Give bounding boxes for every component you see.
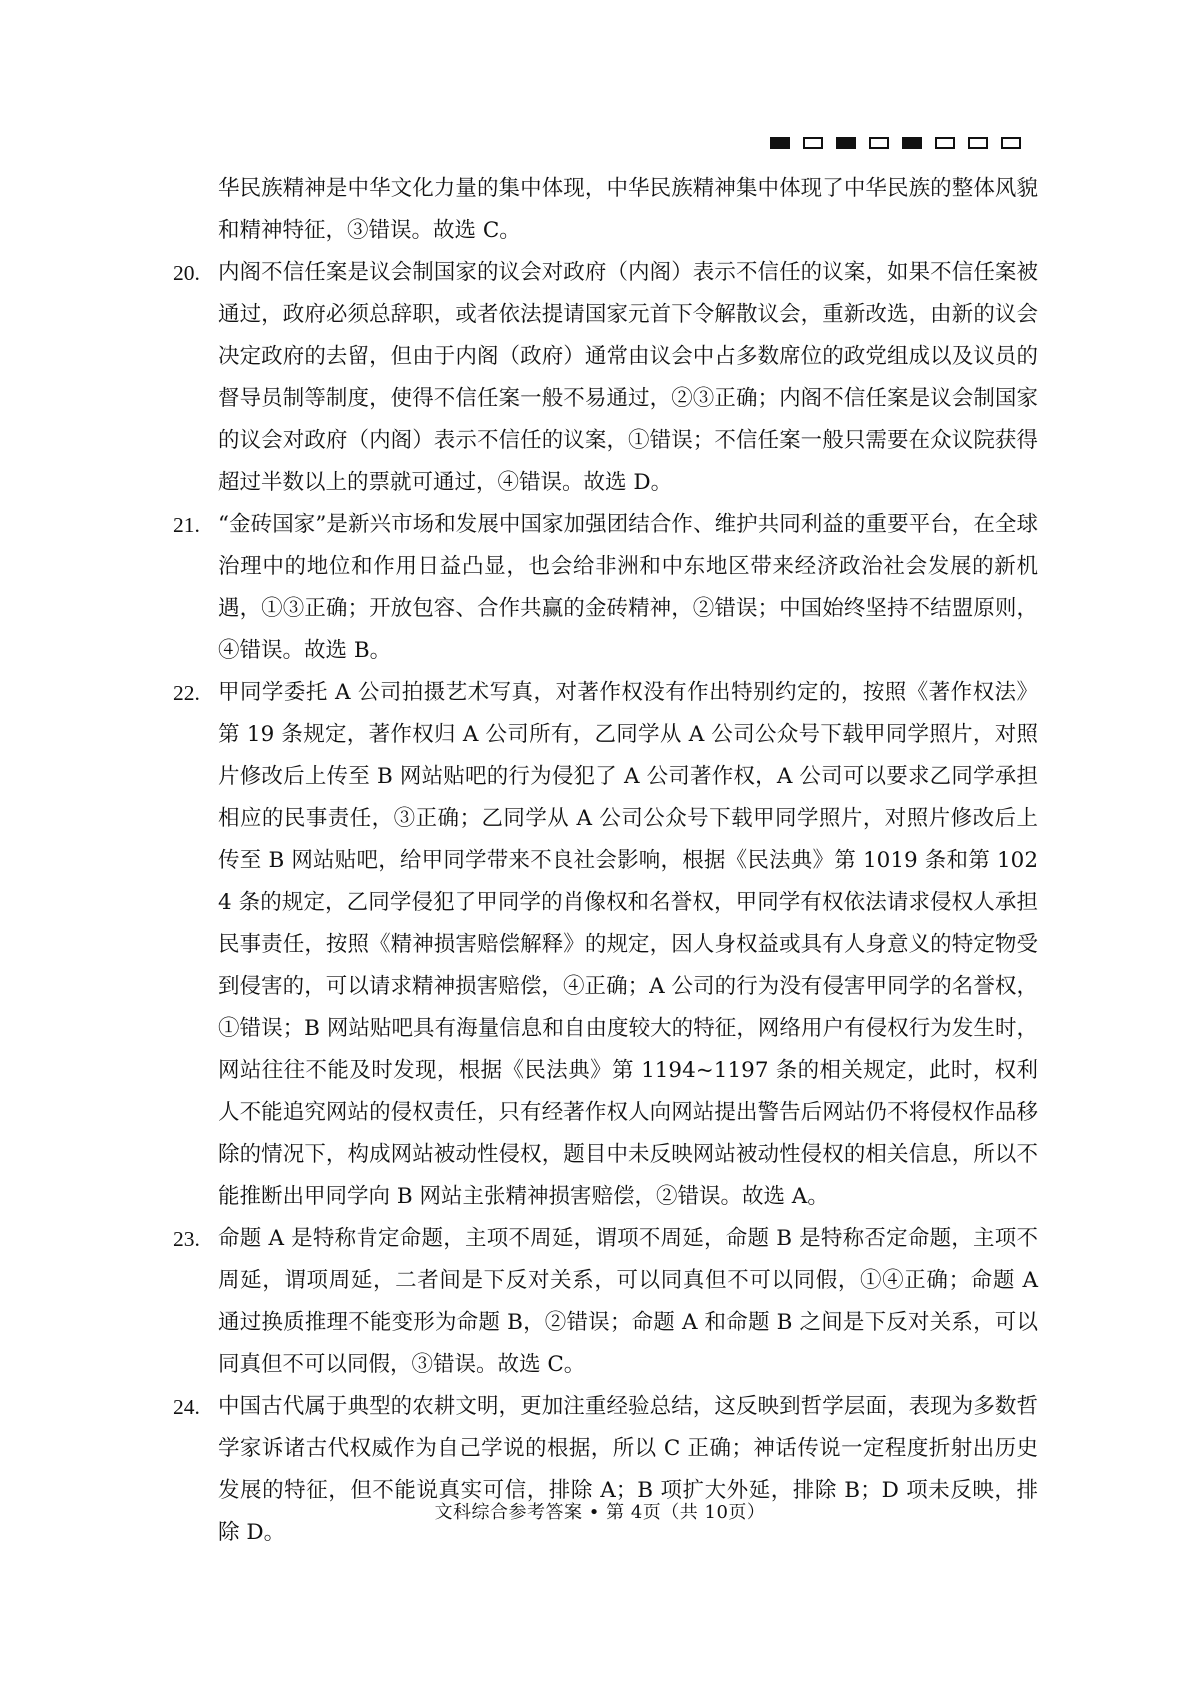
answer-number: 22. — [173, 681, 200, 705]
marker-square — [770, 137, 790, 149]
answer-item-23 — [173, 1218, 1038, 1386]
answer-item-20 — [173, 252, 1038, 504]
answer-item-22 — [173, 672, 1038, 1218]
marker-square — [803, 137, 823, 149]
page-marker-squares — [770, 137, 1021, 149]
answer-number: 21. — [173, 513, 200, 537]
answer-number: 24. — [173, 1395, 200, 1419]
marker-square — [902, 137, 922, 149]
page-footer: 文科综合参考答案 • 第 4页（共 10页） — [434, 1502, 766, 1523]
answer-list — [173, 168, 1038, 1554]
marker-square — [836, 137, 856, 149]
answer-text: 内阁不信任案是议会制国家的议会对政府（内阁）表示不信任的议案，如果不信任案被通过，政府必须总辞职，或者依法提请国家元首下令解散议会，重新改选，由新的议会决定政府的去留，但由于内阁（政府）通常由议会中占多数席位的政党组成以及议员的督导员制等制度，使得不信任案一般不易通过，②③正确；内阁不信任案是议会制国家的议会对政府（内阁）表示不信任的议案，①错误；不信任案一般只需要在众议院获得超过半数以上的票就可通过，④错误。故选 D。 — [218, 260, 1038, 495]
answer-number: 20. — [173, 261, 200, 285]
marker-square — [935, 137, 955, 149]
marker-square — [869, 137, 889, 149]
answer-text: 华民族精神是中华文化力量的集中体现，中华民族精神集中体现了中华民族的整体风貌和精神特征，③错误。故选 C。 — [218, 176, 1038, 243]
answer-text: 甲同学委托 A 公司拍摄艺术写真，对著作权没有作出特别约定的，按照《著作权法》第 19 条规定，著作权归 A 公司所有，乙同学从 A 公司公众号下载甲同学照片，对照片修改后上传至 B 网站贴吧的行为侵犯了 A 公司著作权，A 公司可以要求乙同学承担相应的民事责任，③正确；乙同学从 A 公司公众号下载甲同学照片，对照片修改后上传至 B 网站贴吧，给甲同学带来不良社会影响，根据《民法典》第 1019 条和第 1024 条的规定，乙同学侵犯了甲同学的肖像权和名誉权，甲同学有权依法请求侵权人承担民事责任，按照《精神损害赔偿解释》的规定，因人身权益或具有人身意义的特定物受到侵害的，可以请求精神损害赔偿，④正确；A 公司的行为没有侵害甲同学的名誉权，①错误；B 网站贴吧具有海量信息和自由度较大的特征，网络用户有侵权行为发生时，网站往往不能及时发现，根据《民法典》第 1194~1197 条的相关规定，此时，权利人不能追究网站的侵权责任，只有经著作权人向网站提出警告后网站仍不将侵权作品移除的情况下，构成网站被动性侵权，题目中未反映网站被动性侵权的相关信息，所以不能推断出甲同学向 B 网站主张精神损害赔偿，②错误。故选 A。 — [218, 680, 1038, 1209]
answer-item-24 — [173, 1386, 1038, 1554]
answer-text: “金砖国家”是新兴市场和发展中国家加强团结合作、维护共同利益的重要平台，在全球治理中的地位和作用日益凸显，也会给非洲和中东地区带来经济政治社会发展的新机遇，①③正确；开放包容、合作共赢的金砖精神，②错误；中国始终坚持不结盟原则，④错误。故选 B。 — [218, 512, 1038, 663]
marker-square — [1001, 137, 1021, 149]
marker-square — [968, 137, 988, 149]
answer-text: 命题 A 是特称肯定命题，主项不周延，谓项不周延，命题 B 是特称否定命题，主项不周延，谓项周延，二者间是下反对关系，可以同真但不可以同假，①④正确；命题 A 通过换质推理不能变形为命题 B，②错误；命题 A 和命题 B 之间是下反对关系，可以同真但不可以同假，③错误。故选 C。 — [218, 1226, 1038, 1377]
answer-item-continued — [173, 168, 1038, 252]
answer-number: 23. — [173, 1227, 200, 1251]
answer-item-21 — [173, 504, 1038, 672]
answer-text: 中国古代属于典型的农耕文明，更加注重经验总结，这反映到哲学层面，表现为多数哲学家诉诸古代权威作为自己学说的根据，所以 C 正确；神话传说一定程度折射出历史发展的特征，但不能说真实可信，排除 A；B 项扩大外延，排除 B；D 项未反映，排除 D。 — [218, 1394, 1038, 1545]
